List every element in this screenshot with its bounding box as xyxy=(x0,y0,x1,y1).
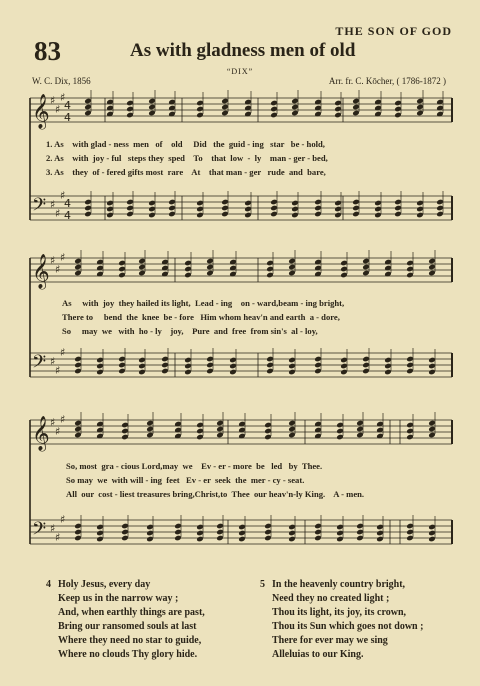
key-sharp: ♯ xyxy=(55,531,61,544)
key-sharp: ♯ xyxy=(60,91,66,104)
bass-clef: 𝄢 xyxy=(32,352,47,377)
key-sharp: ♯ xyxy=(55,207,61,220)
time-signature: 4 xyxy=(64,197,71,210)
verse-line: In the heavenly country bright, xyxy=(272,579,406,590)
arranger-credit: Arr. fr. C. Kōcher, ( 1786-1872 ) xyxy=(328,76,446,86)
tune-name: “DIX” xyxy=(226,67,254,76)
key-sharp: ♯ xyxy=(55,263,61,276)
treble-clef: 𝄞 xyxy=(32,94,50,129)
lyric-line: 1. As with glad - ness men of old Did the guid - ing star be - hold, xyxy=(46,139,325,149)
treble-clef: 𝄞 xyxy=(32,254,50,289)
key-sharp: ♯ xyxy=(55,364,61,377)
key-sharp: ♯ xyxy=(50,416,56,429)
key-sharp: ♯ xyxy=(60,413,66,426)
verse-line: Thou its Sun which goes not down ; xyxy=(272,621,424,632)
lyric-line: So, most gra - cious Lord,may we Ev - er - more be led by Thee. xyxy=(66,461,323,471)
verse-line: Need they no created light ; xyxy=(272,593,390,604)
key-sharp: ♯ xyxy=(55,425,61,438)
key-sharp: ♯ xyxy=(60,513,66,526)
lyric-line: So may we with ho - ly joy, Pure and free from sin's al - loy, xyxy=(62,326,318,336)
verse-line: There for ever may we sing xyxy=(272,635,388,646)
bass-clef: 𝄢 xyxy=(32,519,47,544)
verse-line: Where no clouds Thy glory hide. xyxy=(58,649,198,660)
verse-line: Thou its light, its joy, its crown, xyxy=(272,607,406,618)
bass-clef: 𝄢 xyxy=(32,195,47,220)
lyric-line: 3. As they of - fered gifts most rare At that man - ger rude and bare, xyxy=(46,167,326,177)
verse-number: 5 xyxy=(260,579,265,590)
hymn-number: 83 xyxy=(34,36,61,66)
lyric-line: 2. As with joy - ful steps they sped To that low - ly man - ger - bed, xyxy=(46,153,328,163)
section-heading: THE SON OF GOD xyxy=(335,24,452,38)
key-sharp: ♯ xyxy=(60,251,66,264)
lyric-line: All our cost - liest treasures bring,Christ,to Thee our heav'n-ly King. A - men. xyxy=(66,489,365,499)
time-signature: 4 xyxy=(64,111,71,124)
treble-clef: 𝄞 xyxy=(32,416,50,451)
key-sharp: ♯ xyxy=(60,346,66,359)
key-sharp: ♯ xyxy=(50,522,56,535)
time-signature: 4 xyxy=(64,209,71,222)
lyric-line: So may we with will - ing feet Ev - er seek the mer - cy - seat. xyxy=(66,475,305,485)
author-credit: W. C. Dix, 1856 xyxy=(32,76,91,86)
key-sharp: ♯ xyxy=(50,198,56,211)
lyric-line: As with joy they hailed its light, Lead - ing on - ward,beam - ing bright, xyxy=(62,298,345,308)
verse-line: Keep us in the narrow way ; xyxy=(58,593,179,604)
key-sharp: ♯ xyxy=(50,355,56,368)
verse-line: And, when earthly things are past, xyxy=(58,607,205,618)
lyric-line: There to bend the knee be - fore Him whom heav'n and earth a - dore, xyxy=(62,312,340,322)
time-signature: 4 xyxy=(64,99,71,112)
key-sharp: ♯ xyxy=(50,94,56,107)
key-sharp: ♯ xyxy=(55,103,61,116)
verse-number: 4 xyxy=(46,579,51,590)
verse-line: Where they need no star to guide, xyxy=(58,635,202,646)
key-sharp: ♯ xyxy=(50,254,56,267)
verse-line: Bring our ransomed souls at last xyxy=(58,621,197,632)
verse-line: Holy Jesus, every day xyxy=(58,579,151,590)
verse-line: Alleluias to our King. xyxy=(272,649,364,660)
key-sharp: ♯ xyxy=(60,189,66,202)
hymn-title: As with gladness men of old xyxy=(130,40,356,61)
